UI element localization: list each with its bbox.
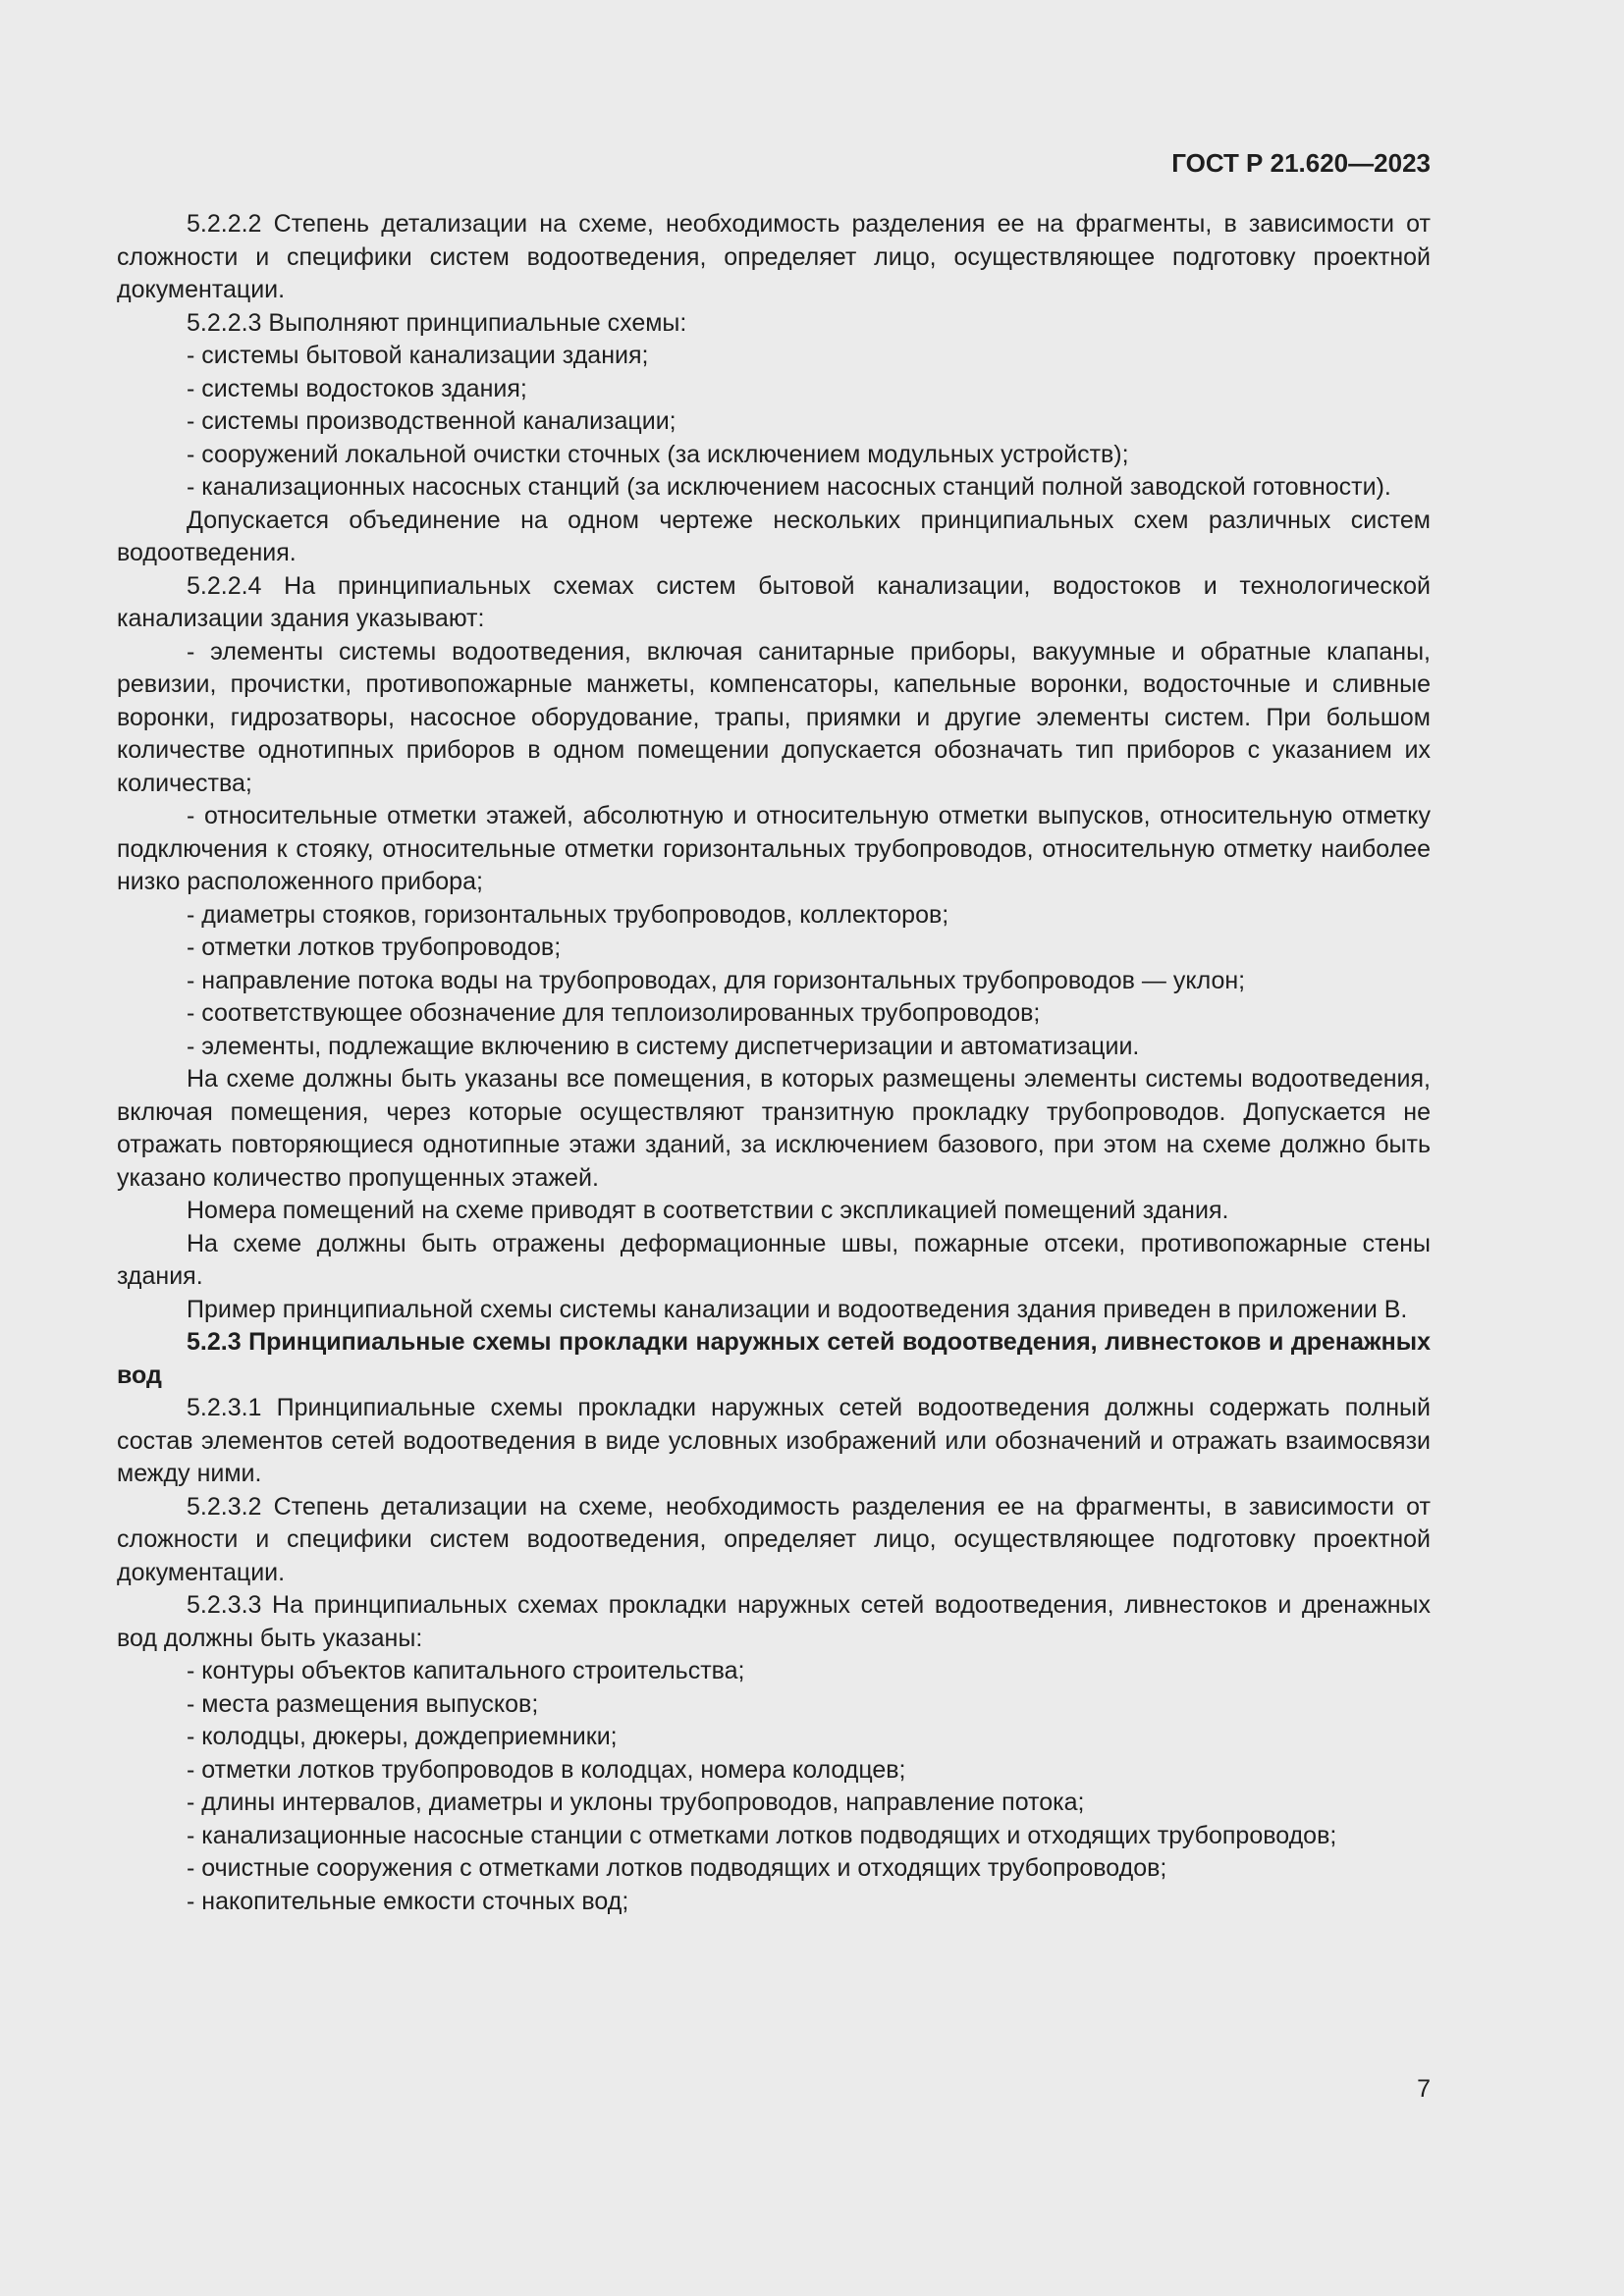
list-item: - диаметры стояков, горизонтальных трубопроводов, коллекторов; — [187, 900, 949, 929]
paragraph: Допускается объединение на одном чертеже нескольких принципиальных схем различных систем водоотведения. — [117, 506, 1431, 566]
list-item: - системы водостоков здания; — [187, 374, 527, 402]
list-item: - канализационных насосных станций (за исключением насосных станций полной заводской готовности). — [187, 473, 1391, 501]
list-item: - контуры объектов капитального строительства; — [187, 1657, 745, 1684]
list-item: - накопительные емкости сточных вод; — [187, 1887, 629, 1915]
paragraph: 5.2.3.2 Степень детализации на схеме, необходимость разделения ее на фрагменты, в зависимости от сложности и специфики систем водоотведения, определяет лицо, осуществляющее подготовку проектной документации. — [117, 1492, 1431, 1586]
paragraph: Пример принципиальной схемы системы канализации и водоотведения здания приведен в приложении В. — [187, 1295, 1408, 1323]
document-body — [117, 208, 1431, 1918]
paragraph: 5.2.2.4 На принципиальных схемах систем бытовой канализации, водостоков и технологической канализации здания указывают: — [117, 571, 1431, 632]
list-item: - соответствующее обозначение для теплоизолированных трубопроводов; — [187, 999, 1041, 1027]
paragraph: На схеме должны быть указаны все помещения, в которых размещены элементы системы водоотведения, включая помещения, через которые осуществляют транзитную прокладку трубопроводов. Допускается не отражать повторяющиеся однотипные этажи зданий, за исключением базового, при этом на схеме должно быть указано количество пропущенных этажей. — [117, 1065, 1431, 1192]
paragraph: 5.2.3.1 Принципиальные схемы прокладки наружных сетей водоотведения должны содержать полный состав элементов сетей водоотведения в виде условных изображений или обозначений и отражать взаимосвязи между ними. — [117, 1394, 1431, 1487]
list-item: - места размещения выпусков; — [187, 1689, 539, 1718]
list-item: - элементы, подлежащие включению в систему диспетчеризации и автоматизации. — [187, 1032, 1140, 1060]
paragraph: На схеме должны быть отражены деформационные швы, пожарные отсеки, противопожарные стены здания. — [117, 1229, 1431, 1290]
list-item: - сооружений локальной очистки сточных (за исключением модульных устройств); — [187, 440, 1129, 468]
page-number: 7 — [1417, 2075, 1431, 2103]
list-item: - колодцы, дюкеры, дождеприемники; — [187, 1723, 618, 1750]
paragraph: Номера помещений на схеме приводят в соответствии с экспликацией помещений здания. — [187, 1197, 1229, 1224]
list-item: - канализационные насосные станции с отметками лотков подводящих и отходящих трубопроводов; — [187, 1821, 1337, 1849]
list-item: - очистные сооружения с отметками лотков подводящих и отходящих трубопроводов; — [187, 1854, 1167, 1882]
section-heading: 5.2.3 Принципиальные схемы прокладки наружных сетей водоотведения, ливнестоков и дренажных вод — [117, 1328, 1431, 1389]
document-page — [117, 145, 1431, 1918]
list-item: - длины интервалов, диаметры и уклоны трубопроводов, направление потока; — [187, 1789, 1085, 1816]
paragraph: 5.2.3.3 На принципиальных схемах прокладки наружных сетей водоотведения, ливнестоков и дренажных вод должны быть указаны: — [117, 1591, 1431, 1652]
document-code: ГОСТ Р 21.620—2023 — [1171, 148, 1431, 178]
paragraph: 5.2.2.2 Степень детализации на схеме, необходимость разделения ее на фрагменты, в зависимости от сложности и специфики систем водоотведения, определяет лицо, осуществляющее подготовку проектной документации. — [117, 210, 1431, 303]
list-item: - системы бытовой канализации здания; — [187, 342, 649, 369]
list-item: - направление потока воды на трубопроводах, для горизонтальных трубопроводов — уклон; — [187, 966, 1246, 994]
list-item: - элементы системы водоотведения, включая санитарные приборы, вакуумные и обратные клапаны, ревизии, прочистки, противопожарные манжеты, компенсаторы, капельные воронки, водосточные и сливные воронки, гидрозатворы, насосное оборудование, трапы, приямки и другие элементы систем. При большом количестве однотипных приборов в одном помещении допускается обозначать тип приборов с указанием их количества; — [117, 637, 1431, 797]
list-item: - системы производственной канализации; — [187, 407, 677, 435]
paragraph: 5.2.2.3 Выполняют принципиальные схемы: — [187, 308, 687, 337]
list-item: - отметки лотков трубопроводов; — [187, 934, 562, 961]
list-item: - отметки лотков трубопроводов в колодцах, номера колодцев; — [187, 1755, 906, 1784]
list-item: - относительные отметки этажей, абсолютную и относительную отметки выпусков, относительную отметку подключения к стояку, относительные отметки горизонтальных трубопроводов, относительную отметку наиболее низко расположенного прибора; — [117, 802, 1431, 895]
